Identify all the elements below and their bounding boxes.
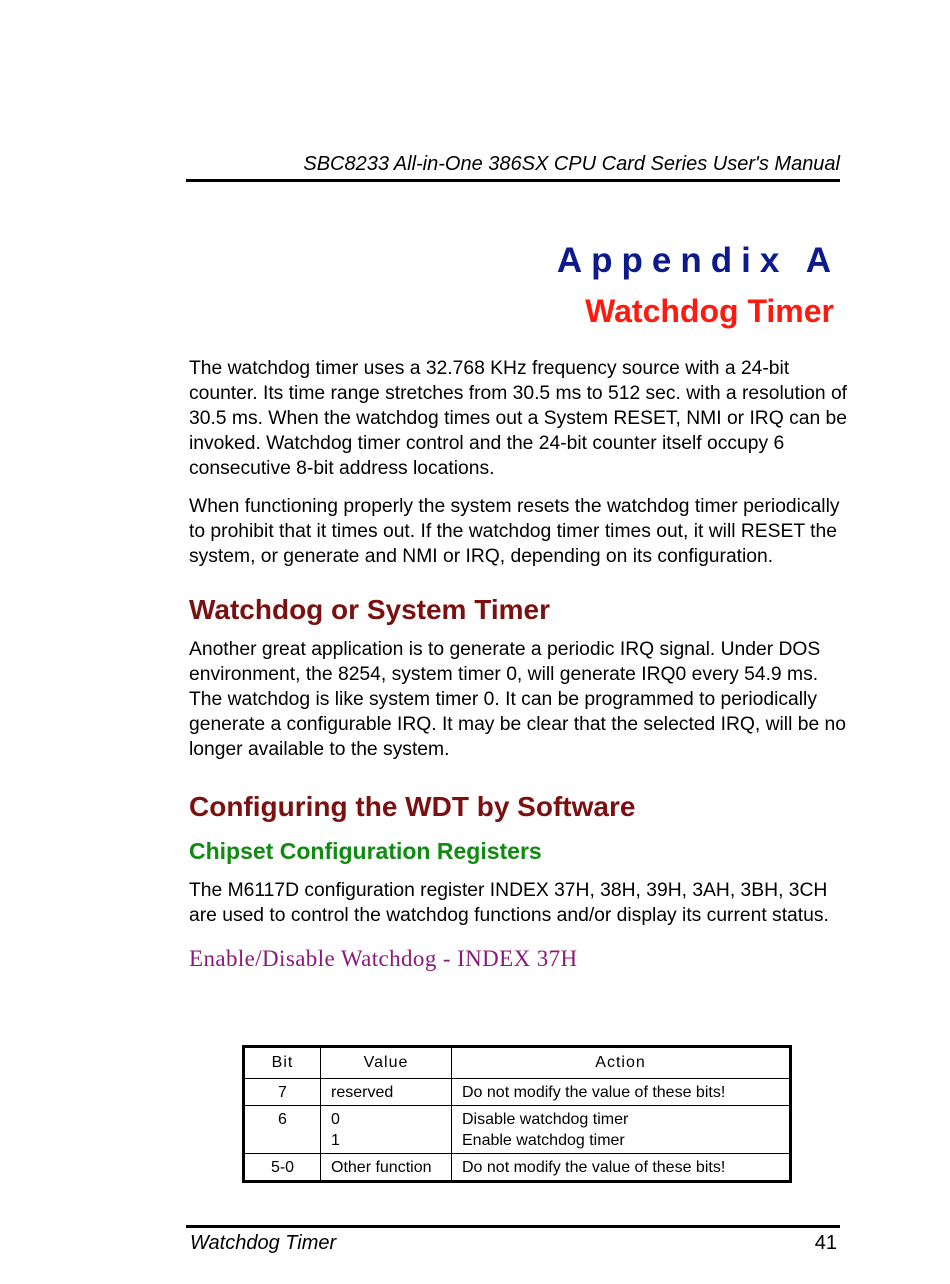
cell-action-line: Do not modify the value of these bits!: [462, 1084, 726, 1101]
cell-value-line: 1: [331, 1132, 340, 1149]
appendix-label: Appendix A: [556, 241, 840, 280]
page-number: 41: [814, 1232, 837, 1254]
cell-action-line: Do not modify the value of these bits!: [462, 1159, 726, 1176]
cell-value: [321, 1079, 452, 1106]
intro-paragraph-2: When functioning properly the system resets the watchdog timer periodically to prohibit that it times out. If the watchdog timer times out, it will RESET the system, or generate and NMI or IRQ, depending on its configuration.: [189, 496, 840, 567]
appendix-title: Watchdog Timer: [585, 293, 834, 329]
footer-rule: [186, 1225, 840, 1228]
subheading-chipset-registers: Chipset Configuration Registers: [189, 838, 542, 864]
cell-value: [321, 1106, 452, 1154]
section-heading-system-timer: Watchdog or System Timer: [189, 594, 550, 625]
table-header-row: [244, 1047, 791, 1079]
cell-value-line: reserved: [331, 1084, 394, 1101]
column-header-bit: Bit: [244, 1047, 321, 1079]
intro-paragraph-1: The watchdog timer uses a 32.768 KHz frequency source with a 24-bit counter. Its time range stretches from 30.5 ms to 512 sec. with a resolution of 30.5 ms. When the watchdog times out a System RESET, NMI or IRQ can be invoked. Watchdog timer control and the 24-bit counter itself occupy 6 consecutive 8-bit address locations.: [189, 358, 848, 479]
table-row: [244, 1154, 791, 1182]
cell-bit: 5-0: [244, 1154, 321, 1182]
cell-value-line: Other function: [331, 1159, 432, 1176]
cell-bit: 7: [244, 1079, 321, 1106]
cell-action: [452, 1154, 791, 1182]
chipset-registers-paragraph: The M6117D configuration register INDEX 37H, 38H, 39H, 3AH, 3BH, 3CH are used to control the watchdog functions and/or display its current status.: [189, 880, 829, 926]
cell-action: [452, 1106, 791, 1154]
system-timer-paragraph: Another great application is to generate a periodic IRQ signal. Under DOS environment, the 8254, system timer 0, will generate IRQ0 every 54.9 ms. The watchdog is like system timer 0. It can be programmed to periodically generate a configurable IRQ. It may be clear that the selected IRQ, will be no longer available to the system.: [189, 639, 846, 760]
column-header-value: Value: [321, 1047, 452, 1079]
table-row: [244, 1079, 791, 1106]
register-table: [242, 1045, 792, 1183]
cell-bit: 6: [244, 1106, 321, 1154]
header-rule: [186, 179, 840, 182]
cell-action-line: Disable watchdog timer: [462, 1111, 629, 1128]
section-heading-software: Configuring the WDT by Software: [189, 791, 636, 822]
cell-value: [321, 1154, 452, 1182]
cell-action-line: Enable watchdog timer: [462, 1132, 625, 1149]
column-header-action: Action: [452, 1047, 791, 1079]
register-heading: Enable/Disable Watchdog - INDEX 37H: [189, 946, 578, 971]
cell-action: [452, 1079, 791, 1106]
footer-section-title: Watchdog Timer: [190, 1232, 337, 1254]
main-content: [189, 356, 849, 973]
table-row: [244, 1106, 791, 1154]
cell-value-line: 0: [331, 1111, 340, 1128]
running-header: SBC8233 All-in-One 386SX CPU Card Series User's Manual: [303, 153, 840, 175]
